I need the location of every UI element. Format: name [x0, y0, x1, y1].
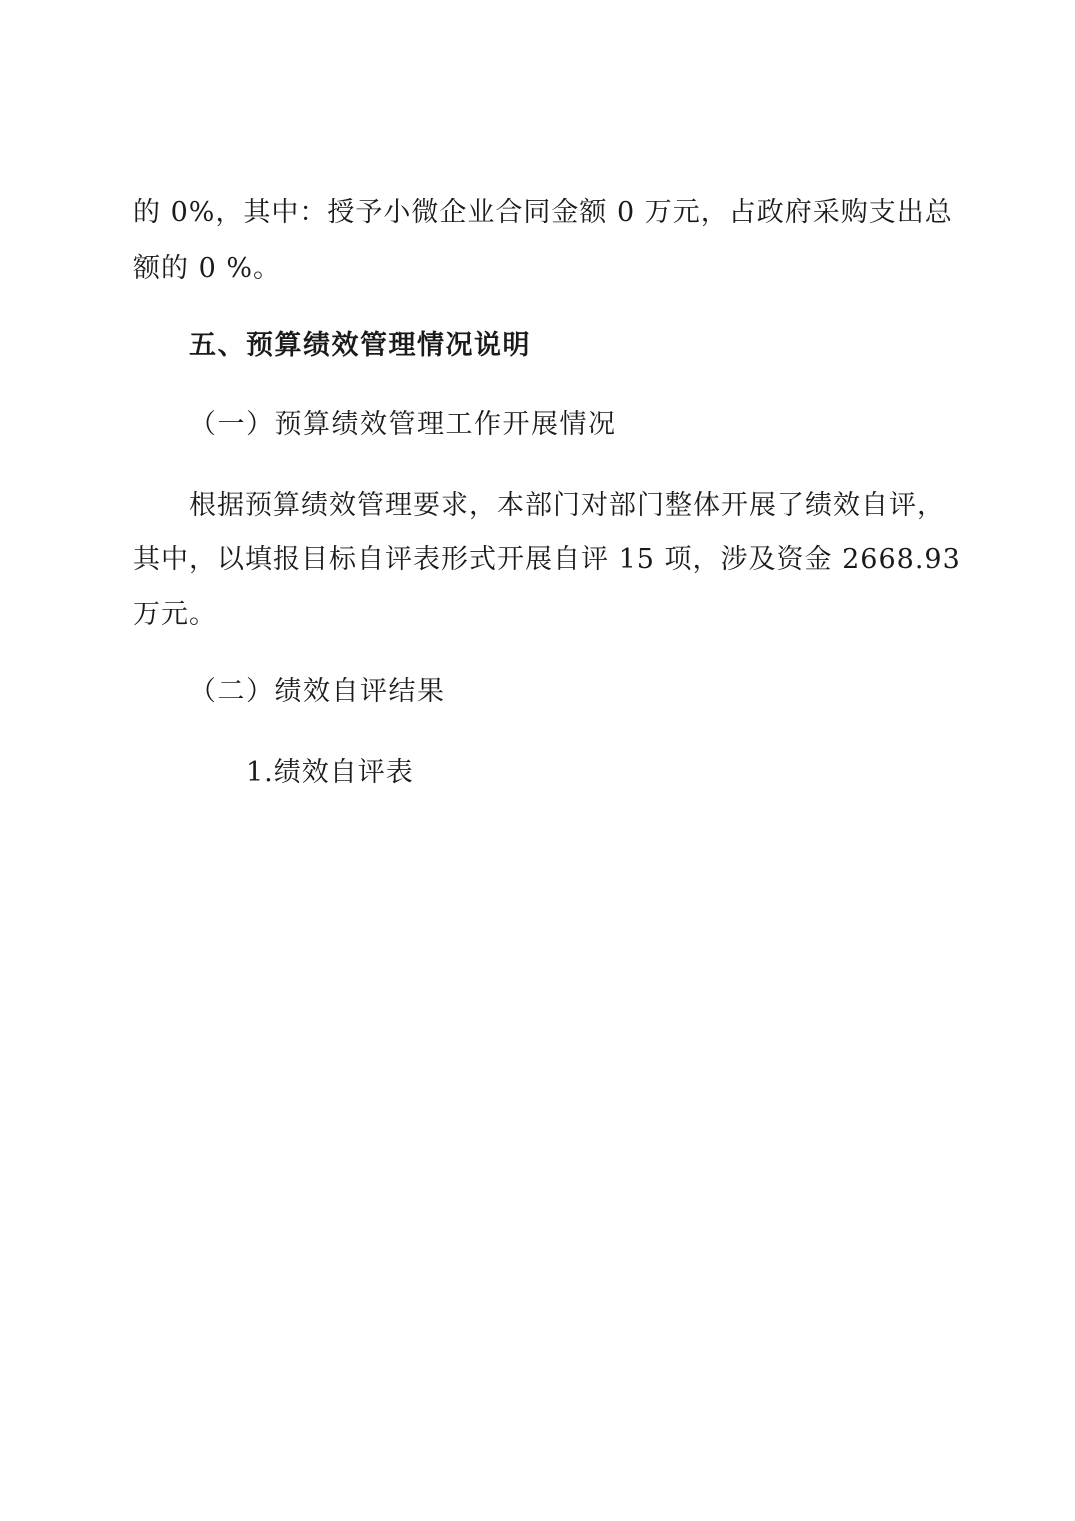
item-1-performance-self-evaluation-table: 1.绩效自评表	[246, 757, 414, 788]
paragraph-1-line-2: 额的 0 %。	[133, 253, 281, 284]
paragraph-2-line-2: 其中，以填报目标自评表形式开展自评 15 项，涉及资金 2668.93	[133, 544, 961, 575]
subsection-1-heading: （一）预算绩效管理工作开展情况	[189, 409, 617, 440]
subsection-2-heading: （二）绩效自评结果	[189, 676, 446, 707]
paragraph-2-line-1: 根据预算绩效管理要求，本部门对部门整体开展了绩效自评，	[189, 490, 945, 521]
section-5-heading: 五、预算绩效管理情况说明	[189, 330, 531, 361]
paragraph-1-line-1: 的 0%，其中：授予小微企业合同金额 0 万元，占政府采购支出总	[133, 197, 953, 228]
paragraph-2-line-3: 万元。	[133, 599, 217, 630]
